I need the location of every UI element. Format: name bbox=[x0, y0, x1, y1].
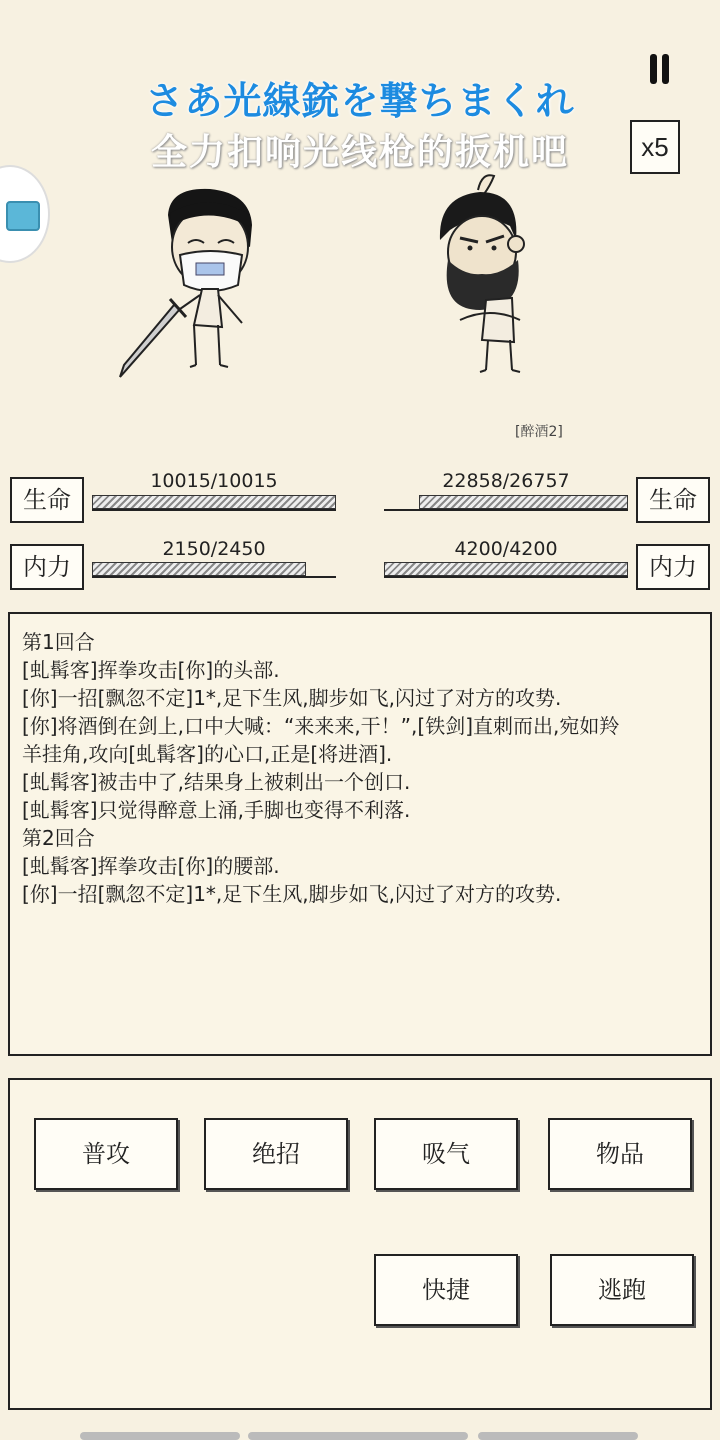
action-panel bbox=[8, 1078, 712, 1410]
items-button[interactable]: 物品 bbox=[548, 1118, 692, 1190]
enemy-buff-tag: [醉酒2] bbox=[515, 424, 563, 440]
bottom-nav-bar-3 bbox=[478, 1432, 638, 1440]
player-hp-value: 10015/10015 bbox=[150, 470, 278, 492]
assistant-icon bbox=[6, 201, 40, 231]
enemy-mp-value: 4200/4200 bbox=[454, 538, 558, 560]
floating-assistant-widget[interactable] bbox=[0, 165, 50, 263]
enemy-hp-label: 生命 bbox=[636, 477, 710, 523]
player-hp-fill bbox=[92, 495, 336, 509]
quick-button[interactable]: 快捷 bbox=[374, 1254, 518, 1326]
log-line: 第2回合 bbox=[22, 826, 95, 850]
enemy-hp-fill bbox=[419, 495, 628, 509]
enemy-mp-fill bbox=[384, 562, 628, 576]
enemy-hp-bar bbox=[384, 495, 628, 509]
bottom-nav-bar-1 bbox=[80, 1432, 240, 1440]
player-hp-bar bbox=[92, 495, 336, 509]
log-line: [你]一招[飘忽不定]1*,足下生风,脚步如飞,闪过了对方的攻势. bbox=[22, 686, 562, 710]
log-line: [虬髯客]挥拳攻击[你]的头部. bbox=[22, 658, 280, 682]
ultimate-button[interactable]: 绝招 bbox=[204, 1118, 348, 1190]
breathe-button[interactable]: 吸气 bbox=[374, 1118, 518, 1190]
enemy-character bbox=[420, 170, 570, 380]
pause-bar-right bbox=[662, 54, 669, 84]
enemy-hp-value: 22858/26757 bbox=[442, 470, 570, 492]
player-mp-fill bbox=[92, 562, 306, 576]
log-line: [你]将酒倒在剑上,口中大喊：“来来来,干！”,[铁剑]直刺而出,宛如羚 bbox=[22, 714, 620, 738]
log-line: 第1回合 bbox=[22, 630, 95, 654]
enemy-mp-label: 内力 bbox=[636, 544, 710, 590]
enemy-mp-bar bbox=[384, 562, 628, 576]
battle-log[interactable] bbox=[8, 612, 712, 1056]
log-line: 羊挂角,攻向[虬髯客]的心口,正是[将进酒]. bbox=[22, 742, 393, 766]
player-character bbox=[110, 185, 270, 385]
flee-button[interactable]: 逃跑 bbox=[550, 1254, 694, 1326]
log-line: [你]一招[飘忽不定]1*,足下生风,脚步如飞,闪过了对方的攻势. bbox=[22, 882, 562, 906]
battle-log-lines bbox=[10, 628, 710, 908]
bottom-nav-bar-2 bbox=[248, 1432, 468, 1440]
log-line: [虬髯客]被击中了,结果身上被刺出一个创口. bbox=[22, 770, 411, 794]
pause-bar-left bbox=[650, 54, 657, 84]
log-line: [虬髯客]只觉得醉意上涌,手脚也变得不利落. bbox=[22, 798, 411, 822]
player-hp-label: 生命 bbox=[10, 477, 84, 523]
player-mp-label: 内力 bbox=[10, 544, 84, 590]
speed-button[interactable]: x5 bbox=[630, 120, 680, 174]
log-line: [虬髯客]挥拳攻击[你]的腰部. bbox=[22, 854, 280, 878]
banner-japanese: さあ光線銃を撃ちまくれ bbox=[145, 79, 575, 123]
player-mp-value: 2150/2450 bbox=[162, 538, 266, 560]
banner-chinese: 全力扣响光线枪的扳机吧 bbox=[150, 132, 569, 173]
pause-icon[interactable] bbox=[640, 50, 680, 90]
player-mp-bar bbox=[92, 562, 336, 576]
attack-button[interactable]: 普攻 bbox=[34, 1118, 178, 1190]
